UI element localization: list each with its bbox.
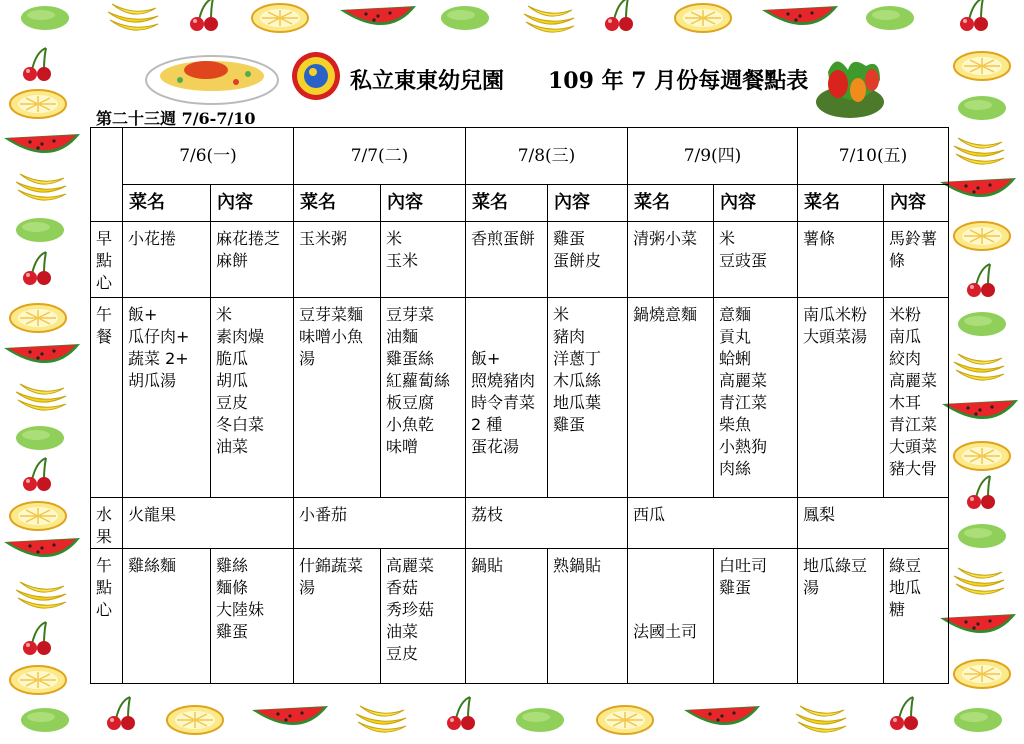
snack-dish xyxy=(466,549,548,684)
menu-line: 雞絲麵 xyxy=(128,556,177,575)
menu-line: 米 xyxy=(386,229,403,248)
menu-line: 洋蔥丁 xyxy=(553,349,602,368)
menu-line: 鍋貼 xyxy=(471,556,504,575)
menu-line: 胡瓜湯 xyxy=(128,371,177,390)
menu-line: 小魚乾 xyxy=(386,415,435,434)
lunch-dish xyxy=(628,298,714,498)
menu-line: 米粉 xyxy=(889,305,922,324)
menu-line: 熟鍋貼 xyxy=(553,556,602,575)
fruit-label: 水 果 xyxy=(91,498,123,549)
menu-line: 雞蛋 xyxy=(553,229,586,248)
breakfast-content xyxy=(381,222,466,298)
lunch-content xyxy=(548,298,628,498)
menu-title: 109 年 7 月份每週餐點表 xyxy=(548,68,809,94)
menu-line: 馬鈴薯 xyxy=(889,229,938,248)
menu-line: 豬肉 xyxy=(553,327,586,346)
menu-line: 玉米 xyxy=(386,251,419,270)
menu-line: 米 xyxy=(553,305,570,324)
menu-line: 味噌小魚 xyxy=(299,327,364,346)
snack-content xyxy=(381,549,466,684)
menu-line: 糖 xyxy=(889,600,906,619)
menu-line: 什錦蔬菜 xyxy=(299,556,364,575)
menu-line: 雞蛋 xyxy=(216,622,249,641)
menu-line: 2 種 xyxy=(471,415,503,434)
menu-line xyxy=(471,326,543,348)
menu-line: 南瓜 xyxy=(889,327,922,346)
breakfast-dish xyxy=(294,222,381,298)
menu-line: 地瓜 xyxy=(889,578,922,597)
lunch-dish xyxy=(798,298,884,498)
menu-line: 雞蛋 xyxy=(553,415,586,434)
menu-line: 麵條 xyxy=(216,578,249,597)
menu-line: 紅蘿蔔絲 xyxy=(386,371,451,390)
snack-dish xyxy=(798,549,884,684)
menu-line: 板豆腐 xyxy=(386,393,435,412)
lunch-dish xyxy=(466,298,548,498)
dish-column-header: 菜名 xyxy=(123,185,211,222)
menu-line: 鍋燒意麵 xyxy=(633,305,698,324)
breakfast-content xyxy=(884,222,949,298)
menu-line: 高麗菜 xyxy=(719,371,768,390)
menu-line: 木瓜絲 xyxy=(553,371,602,390)
menu-line: 瓜仔肉+ xyxy=(128,327,190,346)
menu-line: 大陸妹 xyxy=(216,600,265,619)
menu-line: 清粥小菜 xyxy=(633,229,698,248)
menu-line: 綠豆 xyxy=(889,556,922,575)
menu-line: 條 xyxy=(889,251,906,270)
menu-line: 雞絲 xyxy=(216,556,249,575)
menu-line: 高麗菜 xyxy=(889,371,938,390)
menu-line: 蛤蜊 xyxy=(719,349,752,368)
lunch-content xyxy=(884,298,949,498)
menu-line: 米 xyxy=(216,305,233,324)
menu-line: 雞蛋絲 xyxy=(386,349,435,368)
day-header: 7/10(五) xyxy=(798,128,949,185)
content-column-header: 內容 xyxy=(211,185,294,222)
content-column-header: 內容 xyxy=(548,185,628,222)
breakfast-label: 早 點 心 xyxy=(91,222,123,298)
menu-line: 油菜 xyxy=(386,622,419,641)
snack-content xyxy=(884,549,949,684)
content-column-header: 內容 xyxy=(714,185,798,222)
dish-column-header: 菜名 xyxy=(466,185,548,222)
menu-line: 豆皮 xyxy=(386,644,419,663)
menu-line: 味噌 xyxy=(386,437,419,456)
dish-column-header: 菜名 xyxy=(798,185,884,222)
fruit-row xyxy=(91,498,949,549)
menu-line: 飯+ xyxy=(128,305,158,324)
food-plate-illustration xyxy=(146,56,278,104)
snack-row xyxy=(91,549,949,684)
menu-line: 湯 xyxy=(299,578,316,597)
menu-line: 薯條 xyxy=(803,229,836,248)
school-name: 私立東東幼兒園 xyxy=(350,68,505,94)
lunch-dish xyxy=(123,298,211,498)
dish-column-header: 菜名 xyxy=(628,185,714,222)
menu-line: 飯+ xyxy=(471,349,501,368)
dish-column-header: 菜名 xyxy=(294,185,381,222)
menu-line: 湯 xyxy=(299,349,316,368)
menu-line: 小熱狗 xyxy=(719,437,768,456)
menu-line: 照燒豬肉 xyxy=(471,371,536,390)
breakfast-dish xyxy=(628,222,714,298)
breakfast-dish xyxy=(798,222,884,298)
snack-content xyxy=(211,549,294,684)
breakfast-row xyxy=(91,222,949,298)
menu-line: 高麗菜 xyxy=(386,556,435,575)
menu-line: 大頭菜 xyxy=(889,437,938,456)
menu-line: 蛋餅皮 xyxy=(553,251,602,270)
menu-line: 青江菜 xyxy=(889,415,938,434)
menu-line: 意麵 xyxy=(719,305,752,324)
menu-line xyxy=(633,577,709,599)
menu-line: 豆豉蛋 xyxy=(719,251,768,270)
content-column-header: 內容 xyxy=(884,185,949,222)
fruit-item: 荔枝 xyxy=(466,498,628,549)
menu-line: 大頭菜湯 xyxy=(803,327,868,346)
menu-line: 絞肉 xyxy=(889,349,922,368)
day-header: 7/9(四) xyxy=(628,128,798,185)
menu-line: 豬大骨 xyxy=(889,459,938,478)
menu-line xyxy=(633,599,709,621)
day-header: 7/6(一) xyxy=(123,128,294,185)
menu-line: 脆瓜 xyxy=(216,349,249,368)
lunch-label: 午 餐 xyxy=(91,298,123,498)
menu-line: 貢丸 xyxy=(719,327,752,346)
menu-line: 蛋花湯 xyxy=(471,437,520,456)
content-column-header: 內容 xyxy=(381,185,466,222)
snack-label: 午 點 心 xyxy=(91,549,123,684)
menu-line: 米 xyxy=(719,229,736,248)
lunch-content xyxy=(381,298,466,498)
breakfast-content xyxy=(548,222,628,298)
day-header: 7/7(二) xyxy=(294,128,466,185)
fruit-item: 鳳梨 xyxy=(798,498,949,549)
menu-line: 南瓜米粉 xyxy=(803,305,868,324)
lunch-content xyxy=(714,298,798,498)
menu-line xyxy=(633,555,709,577)
menu-line: 肉絲 xyxy=(719,459,752,478)
menu-line: 素肉燥 xyxy=(216,327,265,346)
lunch-row xyxy=(91,298,949,498)
breakfast-dish xyxy=(466,222,548,298)
menu-line: 麻花捲芝 xyxy=(216,229,281,248)
breakfast-content xyxy=(211,222,294,298)
menu-line: 地瓜綠豆 xyxy=(803,556,868,575)
menu-line: 油麵 xyxy=(386,327,419,346)
snack-dish xyxy=(628,549,714,684)
menu-line: 時令青菜 xyxy=(471,393,536,412)
school-logo xyxy=(292,52,340,100)
snack-dish xyxy=(123,549,211,684)
vegetable-bowl-illustration xyxy=(816,61,884,118)
breakfast-dish xyxy=(123,222,211,298)
menu-line: 豆皮 xyxy=(216,393,249,412)
menu-line: 香煎蛋餅 xyxy=(471,229,536,248)
weekly-menu-table xyxy=(90,127,949,684)
menu-line: 豆芽菜麵 xyxy=(299,305,364,324)
day-header: 7/8(三) xyxy=(466,128,628,185)
menu-line: 香菇 xyxy=(386,578,419,597)
breakfast-content xyxy=(714,222,798,298)
fruit-item: 西瓜 xyxy=(628,498,798,549)
menu-line: 油菜 xyxy=(216,437,249,456)
menu-line: 玉米粥 xyxy=(299,229,348,248)
lunch-content xyxy=(211,298,294,498)
menu-line: 柴魚 xyxy=(719,415,752,434)
lunch-dish xyxy=(294,298,381,498)
menu-line: 地瓜葉 xyxy=(553,393,602,412)
menu-line: 小花捲 xyxy=(128,229,177,248)
menu-line: 湯 xyxy=(803,578,820,597)
fruit-item: 小番茄 xyxy=(294,498,466,549)
menu-line xyxy=(471,304,543,326)
menu-line: 法國土司 xyxy=(633,622,698,641)
snack-dish xyxy=(294,549,381,684)
menu-line: 雞蛋 xyxy=(719,578,752,597)
menu-line: 蔬菜 2+ xyxy=(128,349,189,368)
menu-line: 白吐司 xyxy=(719,556,768,575)
week-label: 第二十三週 7/6-7/10 xyxy=(96,109,256,128)
fruit-item: 火龍果 xyxy=(123,498,294,549)
menu-line: 冬白菜 xyxy=(216,415,265,434)
menu-line: 秀珍菇 xyxy=(386,600,435,619)
snack-content xyxy=(548,549,628,684)
menu-line: 麻餅 xyxy=(216,251,249,270)
menu-line: 青江菜 xyxy=(719,393,768,412)
menu-line: 木耳 xyxy=(889,393,922,412)
corner-cell xyxy=(91,128,123,222)
snack-content xyxy=(714,549,798,684)
menu-line: 胡瓜 xyxy=(216,371,249,390)
menu-line: 豆芽菜 xyxy=(386,305,435,324)
